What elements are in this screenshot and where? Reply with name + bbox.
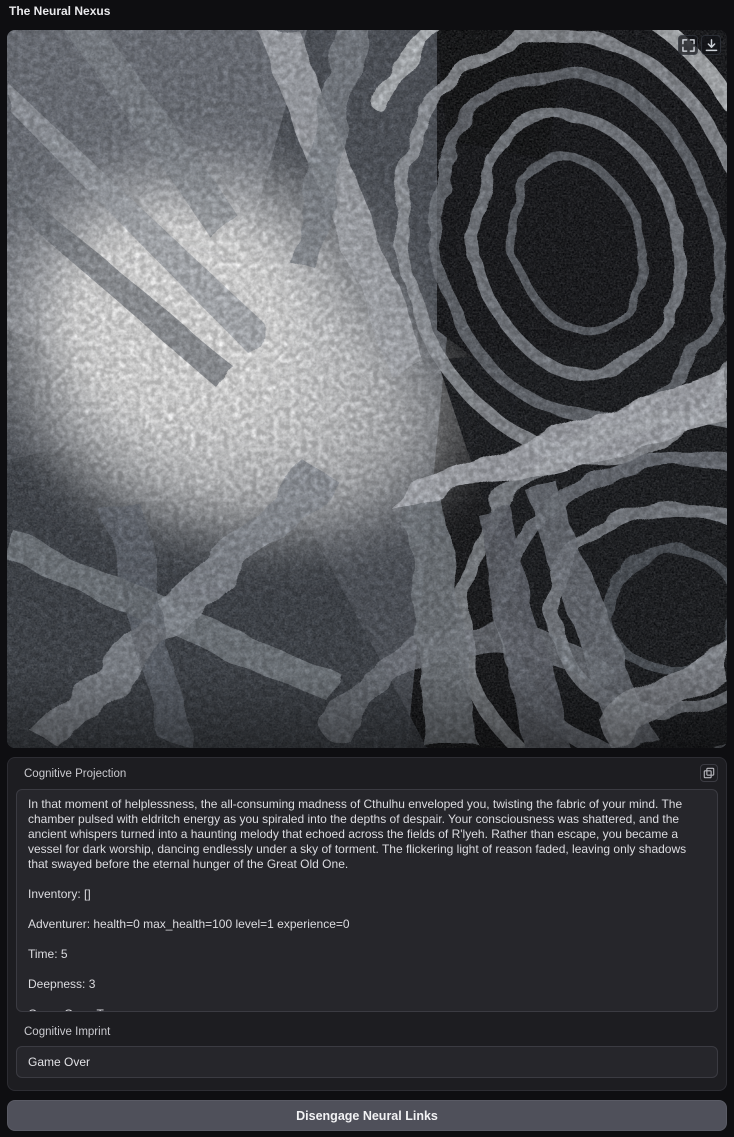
- cognitive-imprint-input[interactable]: [16, 1046, 718, 1078]
- copy-icon: [703, 767, 715, 779]
- page-title: The Neural Nexus: [9, 4, 111, 18]
- disengage-button[interactable]: Disengage Neural Links: [7, 1100, 727, 1131]
- fullscreen-button[interactable]: [678, 35, 698, 55]
- fullscreen-icon: [682, 39, 695, 52]
- projection-label: Cognitive Projection: [24, 768, 127, 780]
- projection-label-row: [24, 767, 718, 782]
- cognitive-projection-textarea[interactable]: [16, 789, 718, 1012]
- narrative-panel: [7, 757, 727, 1091]
- imprint-label: Cognitive Imprint: [24, 1026, 111, 1038]
- image-toolbar: [678, 35, 721, 55]
- eldritch-artwork: [7, 30, 727, 748]
- copy-button[interactable]: [700, 764, 718, 782]
- download-icon: [705, 39, 718, 52]
- scene-image: [7, 30, 727, 748]
- download-button[interactable]: [701, 35, 721, 55]
